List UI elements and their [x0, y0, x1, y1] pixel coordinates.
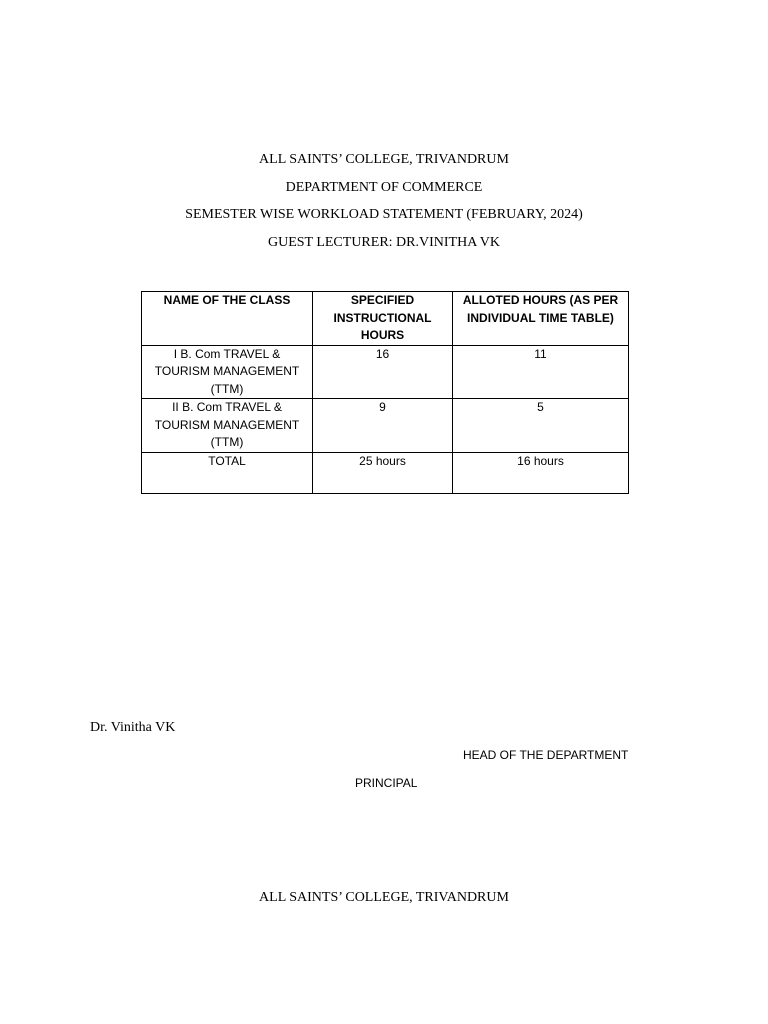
- footer-college-title: ALL SAINTS’ COLLEGE, TRIVANDRUM: [259, 890, 509, 905]
- total-specified-cell: 25 hours: [313, 452, 453, 493]
- lecturer-title: GUEST LECTURER: DR.VINITHA VK: [267, 235, 501, 250]
- table-row: [142, 345, 629, 399]
- principal-signature-label: PRINCIPAL: [355, 776, 418, 790]
- department-title: DEPARTMENT OF COMMERCE: [285, 180, 483, 195]
- class-name-line: (TTM): [210, 381, 244, 396]
- table-total-row: [142, 452, 629, 493]
- specified-hours-cell: 16: [313, 345, 453, 399]
- statement-title: SEMESTER WISE WORKLOAD STATEMENT (FEBRUARY, 2024): [185, 207, 583, 222]
- total-label-cell: TOTAL: [142, 452, 313, 493]
- column-header-specified-hours: SPECIFIED INSTRUCTIONAL HOURS: [313, 292, 453, 346]
- table-header-row: [142, 292, 629, 346]
- column-header-alloted-hours: ALLOTED HOURS (AS PER INDIVIDUAL TIME TABLE): [453, 292, 629, 346]
- total-alloted-cell: 16 hours: [453, 452, 629, 493]
- column-header-class: NAME OF THE CLASS: [142, 292, 313, 346]
- class-name-line: (TTM): [210, 435, 244, 449]
- alloted-hours-cell: 11: [453, 345, 629, 399]
- class-name-line: TOURISM MANAGEMENT: [154, 364, 300, 378]
- table-row: [142, 399, 629, 453]
- class-name-cell: [142, 399, 313, 453]
- class-name-line: TOURISM MANAGEMENT: [154, 417, 300, 432]
- class-name-cell: [142, 345, 313, 399]
- hod-signature-label: HEAD OF THE DEPARTMENT: [463, 748, 629, 762]
- specified-hours-cell: 9: [313, 399, 453, 453]
- class-name-line: II B. Com TRAVEL &: [172, 400, 282, 414]
- class-name-line: I B. Com TRAVEL &: [173, 346, 281, 361]
- workload-table: [141, 291, 629, 494]
- alloted-hours-cell: 5: [453, 399, 629, 453]
- lecturer-signature-name: Dr. Vinitha VK: [90, 720, 176, 735]
- college-title: ALL SAINTS’ COLLEGE, TRIVANDRUM: [259, 152, 509, 167]
